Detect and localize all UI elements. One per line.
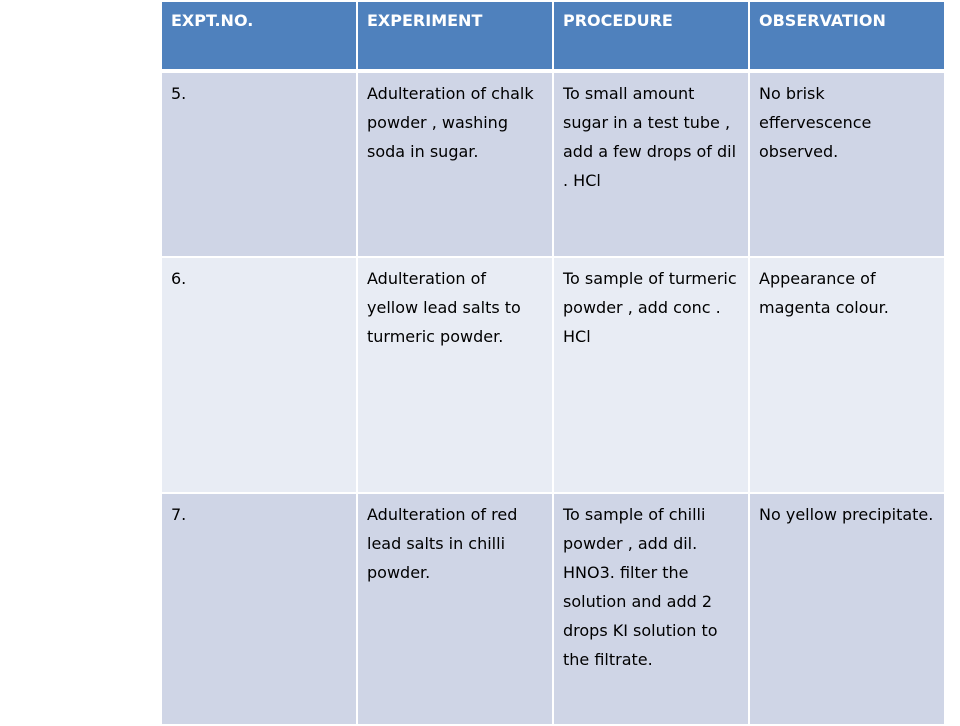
header-experiment: EXPERIMENT — [357, 1, 553, 71]
cell-observation: No yellow precipitate. — [749, 493, 945, 725]
cell-expt-no: 7. — [161, 493, 357, 725]
cell-experiment: Adulteration of chalk powder , washing soda in sugar. — [357, 71, 553, 257]
cell-observation: Appearance of magenta colour. — [749, 257, 945, 493]
header-row — [161, 1, 945, 71]
cell-experiment: Adulteration of yellow lead salts to turmeric powder. — [357, 257, 553, 493]
cell-expt-no: 5. — [161, 71, 357, 257]
experiment-table — [160, 0, 946, 726]
table-row — [161, 71, 945, 257]
table-header — [161, 1, 945, 71]
cell-expt-no: 6. — [161, 257, 357, 493]
header-observation: OBSERVATION — [749, 1, 945, 71]
table-row — [161, 493, 945, 725]
cell-procedure: To small amount sugar in a test tube , add a few drops of dil . HCl — [553, 71, 749, 257]
header-expt-no: EXPT.NO. — [161, 1, 357, 71]
table-body — [161, 71, 945, 725]
cell-experiment: Adulteration of red lead salts in chilli powder. — [357, 493, 553, 725]
cell-observation: No brisk effervescence observed. — [749, 71, 945, 257]
header-procedure: PROCEDURE — [553, 1, 749, 71]
table-row — [161, 257, 945, 493]
cell-procedure: To sample of chilli powder , add dil. HNO3. filter the solution and add 2 drops KI solution to the filtrate. — [553, 493, 749, 725]
cell-procedure: To sample of turmeric powder , add conc . HCl — [553, 257, 749, 493]
